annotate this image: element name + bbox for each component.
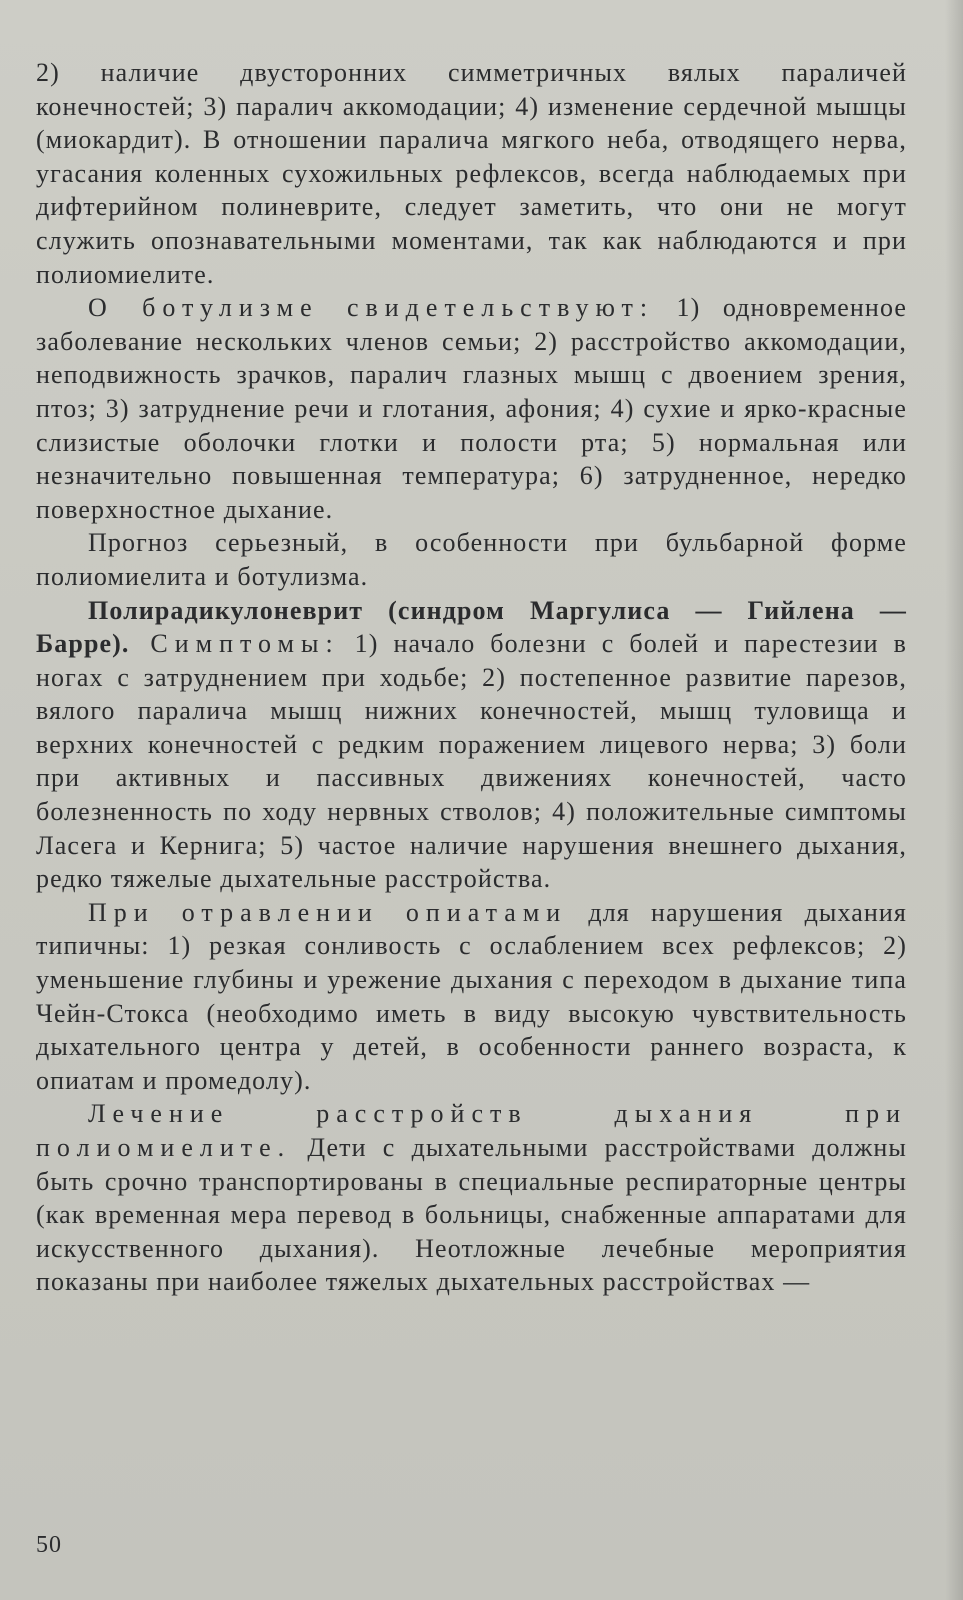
paragraph-treatment	[36, 1097, 907, 1299]
paragraph-text: 2) наличие двусторонних симметричных вялых параличей конечностей; 3) паралич аккомодации; 4) изменение сердечной мышцы (миокардит). В отношении паралича мягкого неба, отводящего нерва, угасания коленных сухожильных рефлексов, всегда наблюдаемых при дифтерийном полиневрите, следует заметить, что они не могут служить опознавательными моментами, так как наблюдаются и при полиомиелите.	[36, 58, 907, 289]
spaced-lead: При отравлении опиатами	[88, 897, 568, 927]
spaced-lead: О ботулизме свидетельствуют:	[88, 293, 655, 323]
page-number: 50	[36, 1532, 62, 1558]
paragraph-botulism	[36, 291, 907, 526]
paragraph-text: для нарушения дыхания типичны: 1) резкая сонливость с ослаблением всех рефлексов; 2) уменьшение глубины и урежение дыхания с переходом в дыхание типа Чейн-Стокса (необходимо иметь в виду высокую чувствительность дыхательного центра у детей, в особенности раннего возраста, к опиатам и промедолу).	[36, 897, 907, 1095]
paragraph-polyradiculoneuritis	[36, 594, 907, 896]
spaced-lead: Симптомы:	[129, 629, 340, 659]
paragraph-text: Дети с дыхательными расстройствами должны быть срочно транспортированы в специальные респираторные центры (как временная мера перевод в больницы, снабженные аппаратами для искусственного дыхания). Неотложные лечебные мероприятия показаны при наиболее тяжелых дыхательных расстройствах —	[36, 1133, 907, 1297]
paragraph-diphtheria-signs	[36, 56, 907, 291]
paragraph-text: 1) одновременное заболевание нескольких членов семьи; 2) расстройство аккомодации, неподвижность зрачков, паралич глазных мышц с двоением зрения, птоз; 3) затруднение речи и глотания, афония; 4) сухие и ярко-красные слизистые оболочки глотки и полости рта; 5) нормальная или незначительно повышенная температура; 6) затрудненное, нередко поверхностное дыхание.	[36, 293, 908, 524]
section-heading: Полирадикулоневрит (синдром Маргулиса — Гийлена — Барре).	[36, 595, 907, 659]
paragraph-text: Прогноз серьезный, в особенности при бульбарной форме полиомиелита и ботулизма.	[36, 528, 907, 591]
spaced-lead: Лечение расстройств дыхания при полиомиелите.	[36, 1099, 907, 1162]
paragraph-prognosis	[36, 526, 907, 593]
paragraph-text: 1) начало болезни с болей и парестезии в ногах с затруднением при ходьбе; 2) постепенное развитие парезов, вялого паралича мышц нижних конечностей, мышц туловища и верхних конечностей с редким поражением лицевого нерва; 3) боли при активных и пассивных движениях конечностей, часто болезненность по ходу нервных стволов; 4) положительные симптомы Ласега и Кернига; 5) частое наличие нарушения внешнего дыхания, редко тяжелые дыхательные расстройства.	[36, 629, 907, 894]
paragraph-opiate-poisoning	[36, 896, 907, 1098]
